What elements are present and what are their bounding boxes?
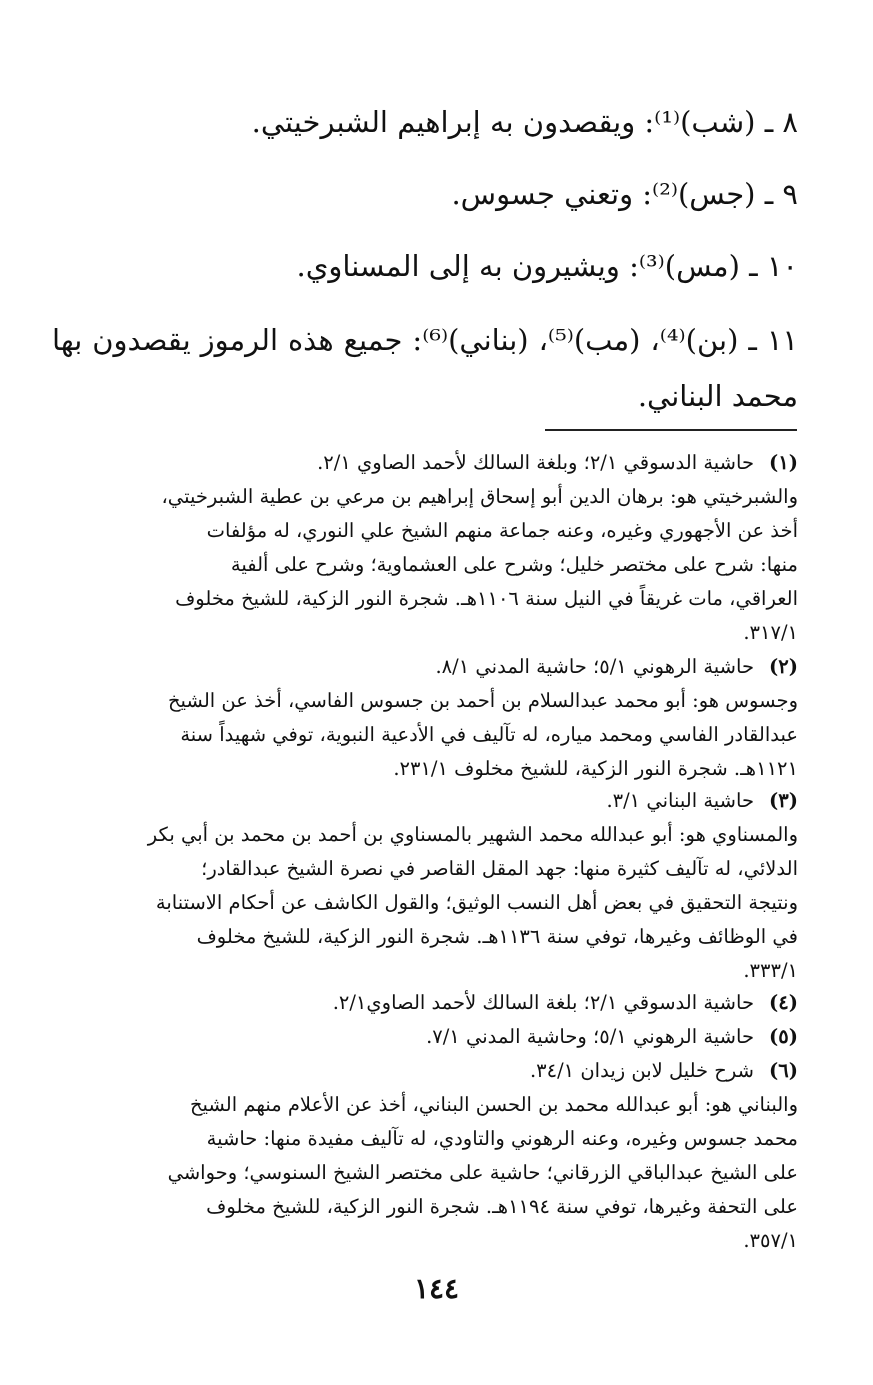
footnote-line: الدلائي، له تآليف كثيرة منها: جهد المقل القاصر في نصرة الشيخ عبدالقادر؛ [201, 857, 798, 880]
footnote-separator [545, 429, 797, 431]
footnote-line: ونتيجة التحقيق في بعض أهل النسب الوثيق؛ والقول الكاشف عن أحكام الاستنابة [155, 891, 798, 914]
footnote-1 [52, 446, 798, 650]
footnote-line: ١١٢١هـ. شجرة النور الزكية، للشيخ مخلوف ٢٣١/١. [393, 757, 798, 780]
footnote-5 [52, 1020, 798, 1054]
footnote-line: عبدالقادر الفاسي ومحمد مياره، له تآليف في الأدعية النبوية، توفي شهيداً سنة [180, 723, 798, 746]
footnote-body [52, 480, 798, 650]
footnote-line: ٣٣٣/١. [743, 959, 798, 982]
main-item-9: ٩ ـ (جس)⁽²⁾: وتعني جسوس. [451, 177, 798, 211]
footnote-mark: (٥) [769, 1025, 798, 1048]
footnote-line: أخذ عن الأجهوري وغيره، وعنه جماعة منهم الشيخ علي النوري، له مؤلفات [206, 519, 798, 542]
footnote-mark: (٣) [769, 789, 798, 812]
footnote-line: على الشيخ عبدالباقي الزرقاني؛ حاشية على مختصر الشيخ السنوسي؛ وحواشي [167, 1161, 798, 1184]
footnote-citation: حاشية الرهوني ٥/١؛ حاشية المدني ٨/١. [435, 655, 754, 678]
footnote-mark: (١) [769, 451, 798, 474]
footnote-line: وجسوس هو: أبو محمد عبدالسلام بن أحمد بن جسوس الفاسي، أخذ عن الشيخ [167, 689, 798, 712]
footnote-citation: حاشية الدسوقي ٢/١؛ وبلغة السالك لأحمد الصاوي ٢/١. [317, 451, 754, 474]
main-item-10: ١٠ ـ (مس)⁽³⁾: ويشيرون به إلى المسناوي. [296, 249, 798, 283]
footnote-4 [52, 986, 798, 1020]
footnote-6 [52, 1054, 798, 1258]
footnote-3 [52, 784, 798, 988]
footnote-2 [52, 650, 798, 786]
footnote-body [52, 1088, 798, 1258]
footnote-line: ٣١٧/١. [743, 621, 798, 644]
footnote-line: ٣٥٧/١. [743, 1229, 798, 1252]
page-number: ١٤٤ [413, 1272, 460, 1305]
footnote-citation: حاشية البناني ٣/١. [606, 789, 754, 812]
footnote-citation: شرح خليل لابن زيدان ٣٤/١. [529, 1059, 754, 1082]
footnote-line: والبناني هو: أبو عبدالله محمد بن الحسن البناني، أخذ عن الأعلام منهم الشيخ [189, 1093, 798, 1116]
footnote-mark: (٦) [769, 1059, 798, 1082]
main-item-11: ١١ ـ (بن)⁽⁴⁾، (مب)⁽⁵⁾، (بناني)⁽⁶⁾: جميع هذه الرموز يقصدون بها محمد البناني. [52, 323, 798, 413]
footnote-citation: حاشية الدسوقي ٢/١؛ بلغة السالك لأحمد الصاوي٢/١. [332, 991, 754, 1014]
footnote-line: على التحفة وغيرها، توفي سنة ١١٩٤هـ. شجرة النور الزكية، للشيخ مخلوف [206, 1195, 798, 1218]
footnote-citation: حاشية الرهوني ٥/١؛ وحاشية المدني ٧/١. [426, 1025, 754, 1048]
footnote-line: والشبرخيتي هو: برهان الدين أبو إسحاق إبراهيم بن مرعي بن عطية الشبرخيتي، [161, 485, 798, 508]
footnote-body [52, 684, 798, 786]
footnote-mark: (٤) [769, 991, 798, 1014]
footnote-mark: (٢) [769, 655, 798, 678]
footnote-line: في الوظائف وغيرها، توفي سنة ١١٣٦هـ. شجرة النور الزكية، للشيخ مخلوف [196, 925, 798, 948]
footnote-body [52, 818, 798, 988]
footnote-line: منها: شرح على مختصر خليل؛ وشرح على العشماوية؛ وشرح على ألفية [230, 553, 798, 576]
footnote-line: العراقي، مات غريقاً في النيل سنة ١١٠٦هـ. شجرة النور الزكية، للشيخ مخلوف [175, 587, 798, 610]
main-item-8: ٨ ـ (شب)⁽¹⁾: ويقصدون به إبراهيم الشبرخيتي. [251, 105, 798, 139]
footnote-line: محمد جسوس وغيره، وعنه الرهوني والتاودي، له تآليف مفيدة منها: حاشية [206, 1127, 798, 1150]
footnote-line: والمسناوي هو: أبو عبدالله محمد الشهير بالمسناوي بن أحمد بن محمد بن أبي بكر [147, 823, 798, 846]
